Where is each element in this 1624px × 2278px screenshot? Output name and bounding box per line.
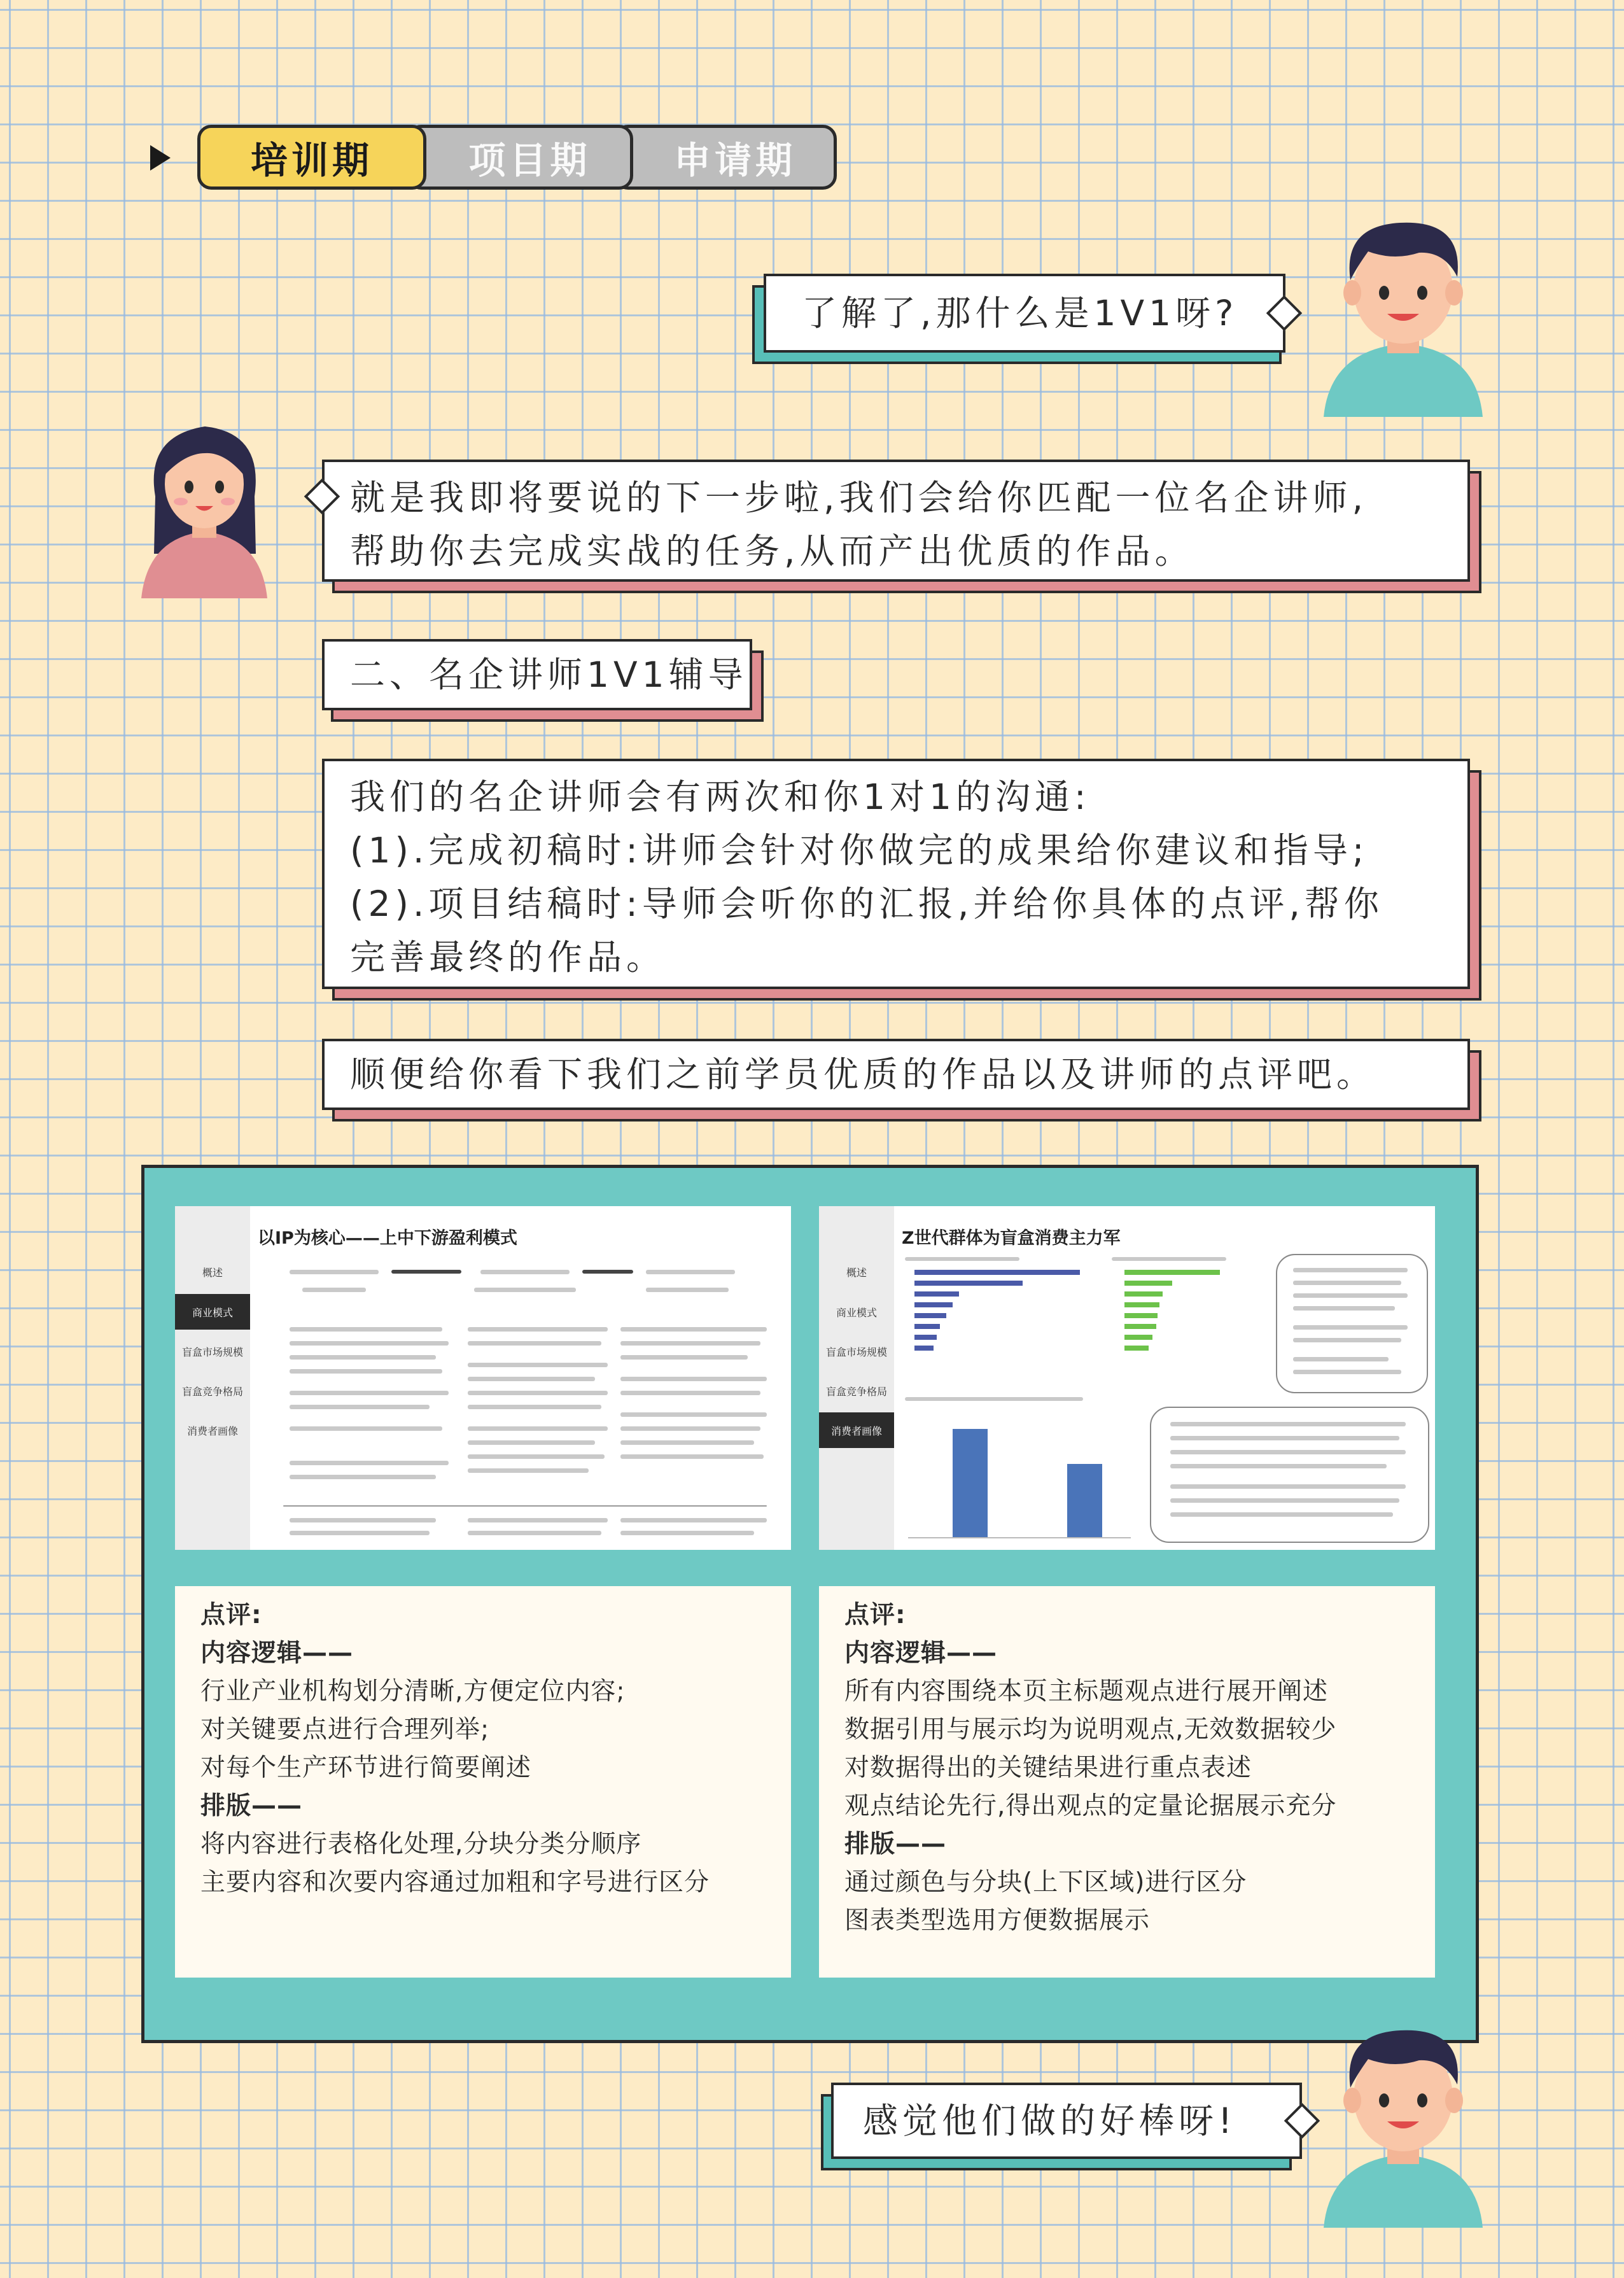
thumb-nav-item: 商业模式 — [175, 1294, 250, 1330]
sample-thumbnail-2[interactable] — [819, 1206, 1435, 1550]
show-work-box — [322, 1039, 1470, 1110]
review-card-2 — [819, 1586, 1435, 1978]
show-work-text: 顺便给你看下我们之前学员优质的作品以及讲师的点评吧。 — [350, 1054, 1376, 1095]
section-title-text: 二、名企讲师1V1辅导 — [350, 654, 748, 695]
answer-bubble — [322, 460, 1470, 582]
boy-avatar — [1317, 213, 1489, 417]
description-line-3: (2).项目结稿时:导师会听你的汇报,并给你具体的点评,帮你 — [350, 883, 1383, 924]
description-box — [322, 759, 1470, 989]
review-logic-label: 内容逻辑—— — [200, 1639, 354, 1668]
answer-line-1: 就是我即将要说的下一步啦,我们会给你匹配一位名企讲师, — [350, 477, 1368, 518]
review-layout-label: 排版—— — [844, 1830, 947, 1859]
question-bubble — [764, 274, 1285, 353]
thumb-nav-item: 商业模式 — [836, 1306, 877, 1319]
thumb-nav-item: 盲盒竞争格局 — [181, 1385, 243, 1398]
review-card-1 — [175, 1586, 791, 1978]
review-layout-item: 将内容进行表格化处理,分块分类分顺序 — [200, 1830, 642, 1859]
review-layout-item: 主要内容和次要内容通过加粗和字号进行区分 — [200, 1868, 710, 1897]
final-text: 感觉他们做的好棒呀! — [863, 2100, 1237, 2141]
review-logic-item: 数据引用与展示均为说明观点,无效数据较少 — [844, 1715, 1337, 1744]
thumb-callout-1 — [1276, 1254, 1428, 1393]
review-logic-item: 所有内容围绕本页主标题观点进行展开阐述 — [844, 1677, 1329, 1706]
tab-training[interactable]: 培训期 — [197, 125, 426, 190]
review-logic-item: 行业产业机构划分清晰,方便定位内容; — [200, 1677, 626, 1706]
review-layout-label: 排版—— — [200, 1792, 303, 1820]
thumb-title: Z世代群体为盲盒消费主力军 — [902, 1228, 1121, 1248]
review-heading: 点评: — [844, 1601, 906, 1629]
description-line-2: (1).完成初稿时:讲师会针对你做完的成果给你建议和指导; — [350, 830, 1369, 871]
sample-thumbnail-1[interactable] — [175, 1206, 791, 1550]
review-layout-item: 图表类型选用方便数据展示 — [844, 1906, 1151, 1935]
thumb-nav-item: 消费者画像 — [186, 1424, 238, 1437]
description-line-4: 完善最终的作品。 — [350, 937, 666, 978]
review-logic-label: 内容逻辑—— — [844, 1639, 998, 1668]
section-title — [322, 639, 752, 710]
thumb-nav-item: 盲盒竞争格局 — [825, 1385, 887, 1398]
tab-project[interactable]: 项目期 — [407, 125, 633, 190]
thumb-nav-item: 盲盒市场规模 — [181, 1346, 243, 1358]
review-logic-item: 观点结论先行,得出观点的定量论据展示充分 — [844, 1792, 1337, 1820]
thumb-callout-2 — [1150, 1407, 1429, 1543]
review-logic-item: 对每个生产环节进行简要阐述 — [200, 1754, 532, 1782]
thumb-nav-item: 概述 — [202, 1266, 223, 1279]
question-text: 了解了,那什么是1V1呀? — [802, 293, 1238, 334]
thumb-nav-item: 盲盒市场规模 — [825, 1346, 887, 1358]
thumb-nav-item: 消费者画像 — [819, 1412, 894, 1448]
tab-application[interactable]: 申请期 — [614, 125, 837, 190]
thumb-nav-item: 概述 — [846, 1266, 867, 1279]
thumb-title: 以IP为核心——上中下游盈利模式 — [258, 1228, 517, 1248]
boy-avatar-bottom — [1317, 2018, 1489, 2228]
review-logic-item: 对数据得出的关键结果进行重点表述 — [844, 1754, 1252, 1782]
review-heading: 点评: — [200, 1601, 262, 1629]
tab-arrow-icon — [150, 145, 171, 171]
review-layout-item: 通过颜色与分块(上下区域)进行区分 — [844, 1868, 1247, 1897]
thumb-column-chart — [908, 1410, 1131, 1538]
thumb-bar-chart-2 — [1124, 1270, 1252, 1365]
review-logic-item: 对关键要点进行合理列举; — [200, 1715, 490, 1744]
final-bubble — [831, 2083, 1302, 2159]
answer-line-2: 帮助你去完成实战的任务,从而产出优质的作品。 — [350, 531, 1194, 572]
description-line-1: 我们的名企讲师会有两次和你1对1的沟通: — [350, 777, 1091, 817]
thumb-bar-chart-1 — [914, 1270, 1086, 1365]
thumb-sidebar — [175, 1206, 250, 1550]
girl-avatar — [141, 407, 267, 598]
thumb-sidebar — [819, 1206, 894, 1550]
